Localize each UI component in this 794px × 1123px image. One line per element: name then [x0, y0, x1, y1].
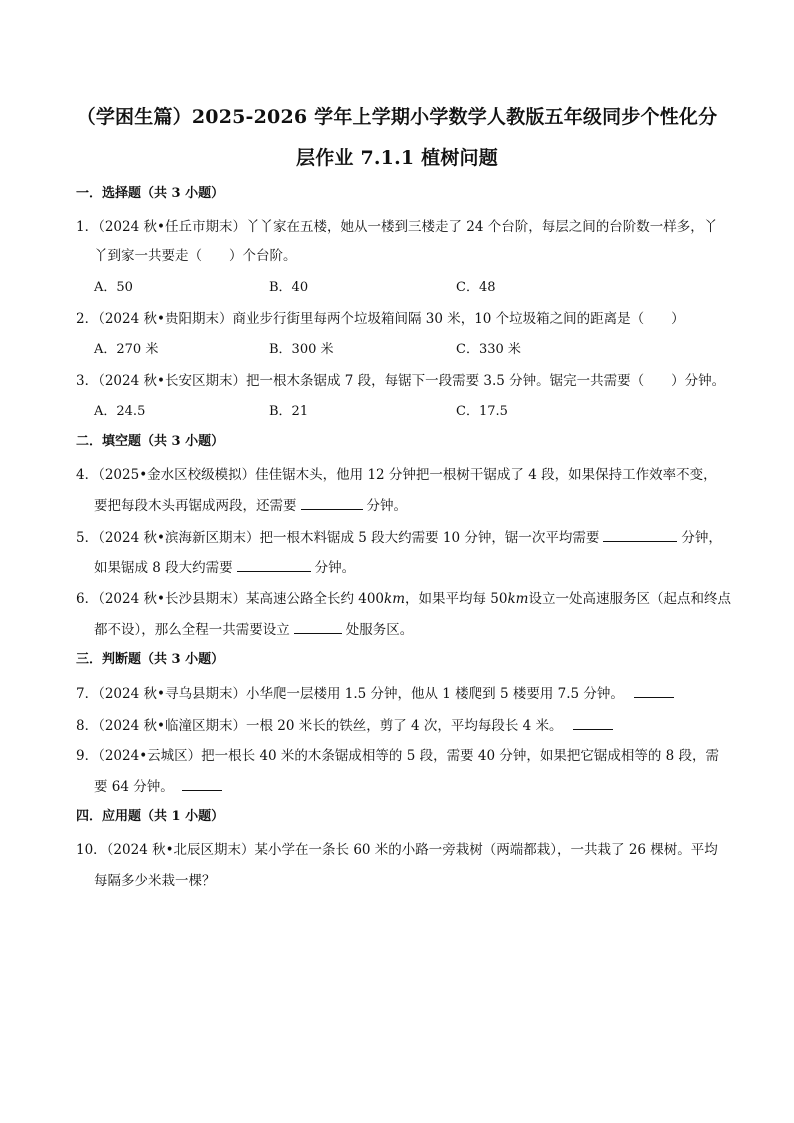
- question-9-line1: 9．（2024•云城区）把一根长 40 米的木条锯成相等的 5 段，需要 40 分钟，如果把它锯成相等的 8 段，需: [76, 748, 720, 764]
- section-heading-fill: 二．填空题（共 3 小题）: [76, 434, 225, 449]
- question-9-line2-text: 要 64 分钟。: [94, 779, 174, 795]
- question-1-option-a: A．50: [94, 280, 133, 295]
- page-title-line1: （学困生篇）2025-2026 学年上学期小学数学人教版五年级同步个性化分: [76, 106, 718, 128]
- question-6-unit-2: km: [507, 591, 529, 607]
- question-5-line2-tail: 分钟。: [314, 560, 356, 576]
- section-heading-judge: 三．判断题（共 3 小题）: [76, 652, 225, 667]
- question-9-answer-blank[interactable]: [182, 776, 222, 791]
- question-3-line1: 3．（2024 秋•长安区期末）把一根木条锯成 7 段，每锯下一段需要 3.5 分钟。锯完一共需要（ ）分钟。: [76, 373, 726, 389]
- question-2-line1: 2．（2024 秋•贵阳期末）商业步行街里每两个垃圾箱间隔 30 米，10 个垃圾箱之间的距离是（ ）: [76, 311, 685, 327]
- question-6-line1: [76, 589, 731, 609]
- question-6-line2-text: 都不设），那么全程一共需要设立: [94, 622, 290, 638]
- question-6-line2-tail: 处服务区。: [345, 622, 414, 638]
- question-7-answer-blank[interactable]: [634, 683, 674, 698]
- question-5-line2: [94, 557, 355, 578]
- question-3-option-b: B．21: [269, 404, 309, 419]
- question-9-line2: [94, 776, 226, 797]
- question-3-option-c: C．17.5: [456, 404, 508, 419]
- question-4-answer-blank[interactable]: [301, 495, 363, 510]
- question-6-unit-1: km: [384, 591, 405, 607]
- question-3-option-a: A．24.5: [94, 404, 146, 419]
- question-5-answer-blank-2[interactable]: [237, 557, 311, 572]
- question-6-answer-blank[interactable]: [294, 619, 342, 634]
- question-1-option-b: B．40: [269, 280, 309, 295]
- question-4-line2: [94, 495, 407, 516]
- question-5-line1-text: 5．（2024 秋•滨海新区期末）把一根木料锯成 5 段大约需要 10 分钟，锯一次平均需要: [76, 530, 600, 546]
- question-1-line1: 1．（2024 秋•任丘市期末）丫丫家在五楼，她从一楼到三楼走了 24 个台阶，每层之间的台阶数一样多，丫: [76, 219, 718, 235]
- question-5-answer-blank-1[interactable]: [603, 527, 677, 542]
- question-1-line2: 丫到家一共要走（ ）个台阶。: [94, 248, 297, 264]
- question-10-line2: 每隔多少米栽一棵？: [94, 873, 216, 889]
- question-10-line1: 10．（2024 秋•北辰区期末）某小学在一条长 60 米的小路一旁栽树（两端都栽），一共栽了 26 棵树。平均: [76, 842, 718, 858]
- question-5-line1-tail: 分钟，: [681, 530, 722, 546]
- question-8-answer-blank[interactable]: [573, 715, 613, 730]
- question-2-option-a: A．270 米: [94, 342, 159, 357]
- section-heading-application: 四．应用题（共 1 小题）: [76, 809, 225, 824]
- page-title-line2: 层作业 7.1.1 植树问题: [296, 147, 498, 169]
- question-6-text-c: 设立一处高速服务区（起点和终点: [528, 591, 731, 607]
- question-5-line1: [76, 527, 722, 548]
- question-1-option-c: C．48: [456, 280, 496, 295]
- question-7-text: 7．（2024 秋•寻乌县期末）小华爬一层楼用 1.5 分钟，他从 1 楼爬到 5 楼要用 7.5 分钟。: [76, 686, 624, 702]
- question-2-option-b: B．300 米: [269, 342, 334, 357]
- question-4-line1: 4．（2025•金水区校级模拟）佳佳锯木头，他用 12 分钟把一根树干锯成了 4 段，如果保持工作效率不变，: [76, 467, 717, 483]
- section-heading-choice: 一．选择题（共 3 小题）: [76, 186, 225, 201]
- question-7-line1: [76, 683, 678, 704]
- question-6-text-b: ，如果平均每 50: [405, 591, 508, 607]
- question-8-line1: [76, 715, 617, 736]
- question-6-text-a: 6．（2024 秋•长沙县期末）某高速公路全长约 400: [76, 591, 385, 607]
- question-4-line2-text: 要把每段木头再锯成两段，还需要: [94, 498, 297, 514]
- question-2-option-c: C．330 米: [456, 342, 521, 357]
- question-8-text: 8．（2024 秋•临潼区期末）一根 20 米长的铁丝，剪了 4 次，平均每段长 4 米。: [76, 718, 563, 734]
- question-4-line2-tail: 分钟。: [366, 498, 407, 514]
- question-5-line2-text: 如果锯成 8 段大约需要: [94, 560, 233, 576]
- question-6-line2: [94, 619, 413, 640]
